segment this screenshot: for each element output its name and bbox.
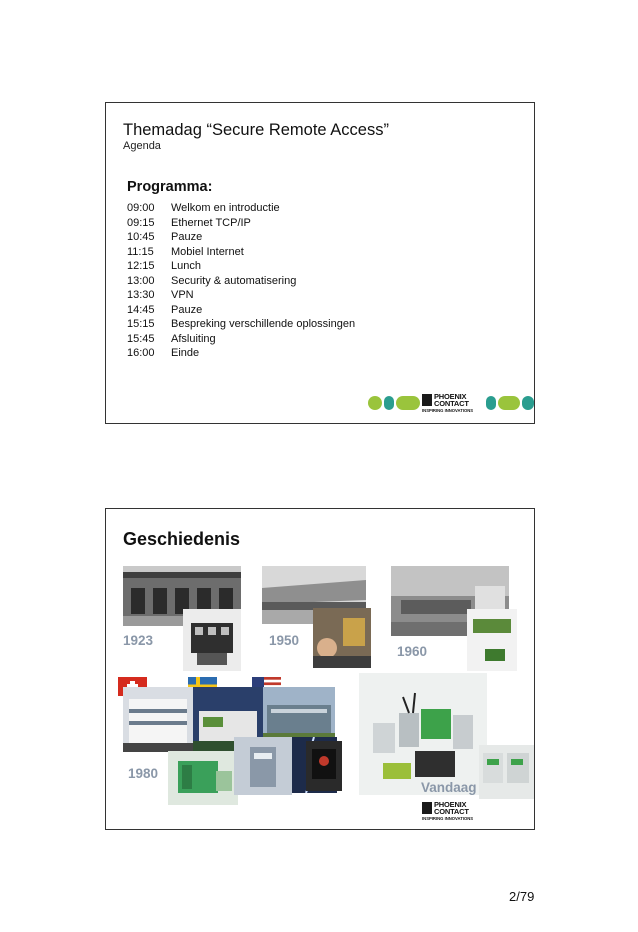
device-1980-photo xyxy=(234,737,292,795)
agenda-time: 14:45 xyxy=(127,303,155,316)
agenda-row xyxy=(127,288,355,303)
agenda-item: Lunch xyxy=(171,260,201,272)
agenda-time: 13:30 xyxy=(127,289,155,301)
agenda-row xyxy=(127,332,355,347)
terminal-block-1923-photo xyxy=(183,609,241,671)
phoenix-contact-logo: PHOENIX CONTACT INSPIRING INNOVATIONS xyxy=(422,392,484,414)
product-today-photo xyxy=(479,745,534,799)
phoenix-contact-logo: PHOENIX CONTACT INSPIRING INNOVATIONS xyxy=(422,800,484,822)
agenda-row xyxy=(127,216,355,231)
agenda-item: Afsluiting xyxy=(171,332,216,345)
surge-protector-photo xyxy=(306,741,342,791)
agenda-time: 10:45 xyxy=(127,231,155,243)
year-label-1960: 1960 xyxy=(397,644,428,659)
slide-title: Geschiedenis xyxy=(123,529,241,549)
year-label-today: Vandaag xyxy=(421,780,477,795)
slide-title: Themadag “Secure Remote Access” xyxy=(123,121,389,139)
agenda-row xyxy=(127,274,355,289)
terminal-block-1960-photo xyxy=(467,609,517,671)
building-1980-photo xyxy=(123,687,193,752)
slide-subtitle: Agenda xyxy=(123,140,161,152)
agenda-row xyxy=(127,245,355,260)
worker-1950-photo xyxy=(313,608,371,668)
agenda-time: 09:15 xyxy=(127,216,155,229)
agenda-time: 11:15 xyxy=(127,245,154,258)
agenda-time: 12:15 xyxy=(127,260,155,272)
agenda-item: Mobiel Internet xyxy=(171,245,244,258)
agenda-row xyxy=(127,346,355,361)
products-today-photo xyxy=(359,673,487,795)
phoenix-contact-brand xyxy=(368,801,534,825)
agenda-item: Bespreking verschillende oplossingen xyxy=(171,318,356,330)
agenda-time: 13:00 xyxy=(127,274,155,287)
program-heading: Programma: xyxy=(127,179,213,195)
history-slide xyxy=(105,508,535,830)
agenda-slide xyxy=(105,102,535,424)
agenda-item: Pauze xyxy=(171,231,203,243)
agenda-item: Security & automatisering xyxy=(171,274,297,287)
agenda-item: Einde xyxy=(171,347,200,359)
agenda-time: 09:00 xyxy=(127,202,155,214)
year-label-1923: 1923 xyxy=(123,633,154,648)
agenda-row xyxy=(127,259,355,274)
agenda-item: Welkom en introductie xyxy=(171,202,280,214)
year-label-1950: 1950 xyxy=(269,633,300,648)
agenda-item: Ethernet TCP/IP xyxy=(171,216,251,229)
agenda-time: 16:00 xyxy=(127,347,155,359)
agenda-row xyxy=(127,303,355,318)
page-number: 2/79 xyxy=(509,889,535,904)
year-label-1980: 1980 xyxy=(128,766,159,781)
agenda-row xyxy=(127,230,355,245)
agenda-row xyxy=(127,201,355,216)
product-1980-photo xyxy=(168,751,238,805)
agenda-list xyxy=(127,201,355,361)
agenda-time: 15:45 xyxy=(127,332,155,345)
phoenix-contact-brand xyxy=(368,393,534,417)
agenda-time: 15:15 xyxy=(127,318,155,330)
agenda-item: Pauze xyxy=(171,303,203,316)
agenda-item: VPN xyxy=(171,289,194,301)
agenda-row xyxy=(127,317,355,332)
